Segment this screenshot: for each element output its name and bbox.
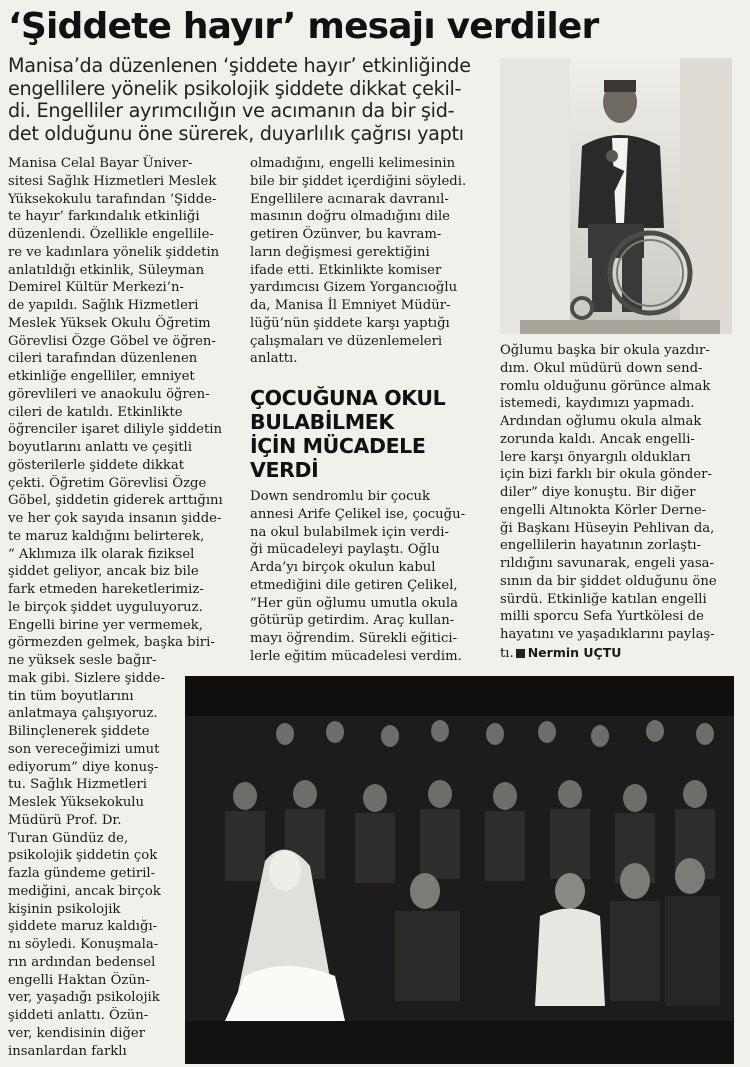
column-2-line: masının doğru olmadığını dile [250,209,450,225]
column-1-line: fark etmeden hareketlerimiz- [8,582,204,597]
deck-line: Manisa’da düzenlenen ‘şiddete hayır’ etkinliğinde [8,55,471,77]
column-1-line: düzenlendi. Özellikle engellile- [8,227,214,242]
column-2-continued [250,488,490,666]
column-1-line: ver, yaşadığı psikolojik [8,990,160,1006]
column-2b-line: mayı öğrendim. Sürekli eğitici- [250,631,458,646]
column-1-line: son vereceğimizi umut [8,741,160,757]
column-2b-line: annesi Arife Çelikel ise, çocuğu- [250,506,466,522]
deck [8,55,496,145]
column-1-line: şiddet geliyor, ancak biz bile [8,564,199,580]
column-2-line: Engellilere acınarak davranıl- [250,191,449,207]
deck-line: di. Engelliler ayrımcılığın ve acımanın da bir şid- [8,100,455,122]
column-2b-line: götürüp getirdim. Araç kullan- [250,613,455,629]
column-2-line: olmadığını, engelli kelimesinin [250,156,456,171]
column-1-line: ne yüksek sesle bağır- [8,653,157,668]
subheading-line: VERDİ [250,458,319,482]
column-3-line: sürdü. Etkinliğe katılan engelli [500,591,707,607]
column-1-line: ve her çok sayıda insanın şidde- [8,511,222,526]
column-1-line: tin tüm boyutlarını [8,688,134,704]
column-1-line: sitesi Sağlık Hizmetleri Meslek [8,173,217,189]
column-1-line: fazla gündeme getiril- [8,866,156,881]
column-3-line: sının da bir şiddet olduğunu öne [500,573,717,589]
column-1-line: te maruz kaldığını belirterek, [8,528,205,544]
column-1-line: Bilinçlenerek şiddete [8,724,150,739]
byline-square-icon [516,649,525,658]
column-1-line: etkinliğe engelliler, emniyet [8,369,195,384]
column-1-line: re ve kadınlara yönelik şiddetin [8,244,220,260]
column-1-line: gösterilerle şiddete dikkat [8,457,185,473]
column-2 [250,155,490,368]
column-2b-line: “Her gün oğlumu umutla okula [250,595,459,611]
headline: ‘Şiddete hayır’ mesajı verdiler [8,6,599,47]
column-1-line: insanlardan farklı [8,1043,127,1059]
column-1-line: “ Aklımıza ilk olarak fiziksel [8,546,195,562]
column-1-line: anlatıldığı etkinlik, Süleyman [8,262,205,278]
column-1-line: ver, kendisinin diğer [8,1025,146,1041]
column-1-line: Demirel Kültür Merkezi’n- [8,280,184,296]
column-2b-line: ği mücadeleyi paylaştı. Oğlu [250,542,440,558]
column-1-line: Manisa Celal Bayar Üniver- [8,156,193,171]
column-2b-line: etmediğini dile getiren Çelikel, [250,577,458,593]
performance-group-photo [185,676,734,1064]
column-1-line: Turan Gündüz de, [8,830,129,846]
subheading-line: BULABİLMEK [250,410,394,434]
column-1-line: cileri de katıldı. Etkinlikte [8,404,183,420]
column-2-line: yardımcısı Gizem Yorgancıoğlu [250,280,458,296]
column-1-line: de yapıldı. Sağlık Hizmetleri [8,298,199,313]
column-1-line: Meslek Yüksekokulu [8,795,145,810]
column-3-line: milli sporcu Sefa Yurtkölesi de [500,609,704,625]
column-3-line: rıldığını savunarak, engeli yasa- [500,556,715,571]
column-1-line: rın ardından bedensel [8,954,156,970]
subheading [250,386,490,482]
column-1-line: engelli Haktan Özün- [8,972,150,988]
column-1-line: tu. Sağlık Hizmetleri [8,777,147,793]
subheading-line: ÇOCUĞUNA OKUL [250,386,446,410]
column-1-line: mak gibi. Sizlere şidde- [8,670,165,686]
column-3-line: lere karşı önyargılı oldukları [500,449,691,465]
column-1-line: şiddeti anlattı. Özün- [8,1008,149,1023]
column-3-line: hayatını ve yaşadıklarını paylaş- [500,627,715,642]
column-1-line: psikolojik şiddetin çok [8,848,158,864]
column-3-line: ği Başkanı Hüseyin Pehlivan da, [500,520,715,536]
column-2-line: lüğü’nün şiddete karşı yaptığı [250,315,450,331]
column-3-line: Ardından oğlumu okula almak [500,414,702,429]
column-2-line: ifade etti. Etkinlikte komiser [250,262,442,278]
column-1-line: kişinin psikolojik [8,901,121,917]
column-3-line: istemedi, kaydımızı yapmadı. [500,396,695,412]
column-3-line: engelli Altınokta Körler Derne- [500,502,707,518]
deck-line: det olduğunu öne sürerek, duyarlılık çağrısı yaptı [8,122,464,145]
column-3-line: diler” diye konuştu. Bir diğer [500,485,696,500]
deck-line: engellilere yönelik psikolojik şiddete dikkat çekil- [8,77,462,100]
column-2-line: da, Manisa İl Emniyet Müdür- [250,298,451,313]
column-1-line: Meslek Yüksek Okulu Öğretim [8,315,211,331]
byline: Nermin UÇTU [527,644,622,660]
column-1-line: Yüksekokulu tarafından ‘Şidde- [8,191,217,207]
column-2-line: bile bir şiddet içerdiğini söyledi. [250,173,467,189]
column-1-line: anlatmaya çalışıyoruz. [8,706,158,722]
column-1-line: nı söyledi. Konuşmala- [8,937,159,952]
column-1-line: Görevlisi Özge Göbel ve öğren- [8,333,216,349]
column-2b-line: Arda’yı birçok okulun kabul [250,560,436,575]
column-2-line: anlattı. [250,351,298,367]
column-1-line: şiddete maruz kaldığı- [8,919,158,935]
column-1-line: le birçok şiddet uyguluyoruz. [8,599,203,615]
column-3-line: Oğlumu başka bir okula yazdır- [500,343,710,358]
column-2b-line: Down sendromlu bir çocuk [250,489,430,504]
column-3-last-line: tı. Nermin UÇTU [500,644,622,661]
column-2-line: ların değişmesi gerektiğini [250,244,430,260]
column-2b-line: na okul bulabilmek için verdi- [250,524,449,540]
column-1-line: te hayır’ farkındalık etkinliği [8,209,200,225]
column-3-line: zorunda kaldı. Ancak engelli- [500,431,695,447]
column-1-line: ediyorum” diye konuş- [8,759,159,775]
column-3-line: romlu olduğunu görünce almak [500,378,711,394]
column-2-line: çalışmaları ve düzenlemeleri [250,333,443,349]
column-1-line: Engelli birine yer vermemek, [8,617,203,633]
column-1-line: görmezden gelmek, başka biri- [8,635,215,651]
column-1-line: çekti. Öğretim Görevlisi Özge [8,475,207,491]
speaker-wheelchair-photo [500,58,732,334]
column-2b-line: lerle eğitim mücadelesi verdim. [250,648,462,664]
column-2-line: getiren Özünver, bu kavram- [250,227,442,242]
column-3-line: engellilerin hayatının zorlaştı- [500,538,702,554]
column-1-line: öğrenciler işaret diliyle şiddetin [8,422,222,438]
column-3 [500,342,744,663]
subheading-line: İÇİN MÜCADELE [250,434,426,458]
column-3-line: için bizi farklı bir okula gönder- [500,467,712,483]
column-1-line: mediğini, ancak birçok [8,883,161,899]
column-3-line: dım. Okul müdürü down send- [500,360,703,376]
column-1-line: boyutlarını anlattı ve çeşitli [8,440,192,455]
column-1-line: Göbel, şiddetin giderek arttığını [8,493,223,509]
column-1-line: görevlileri ve anaokulu öğren- [8,386,210,402]
column-1-line: Müdürü Prof. Dr. [8,812,122,828]
column-1-line: cileri tarafından düzenlenen [8,351,198,367]
